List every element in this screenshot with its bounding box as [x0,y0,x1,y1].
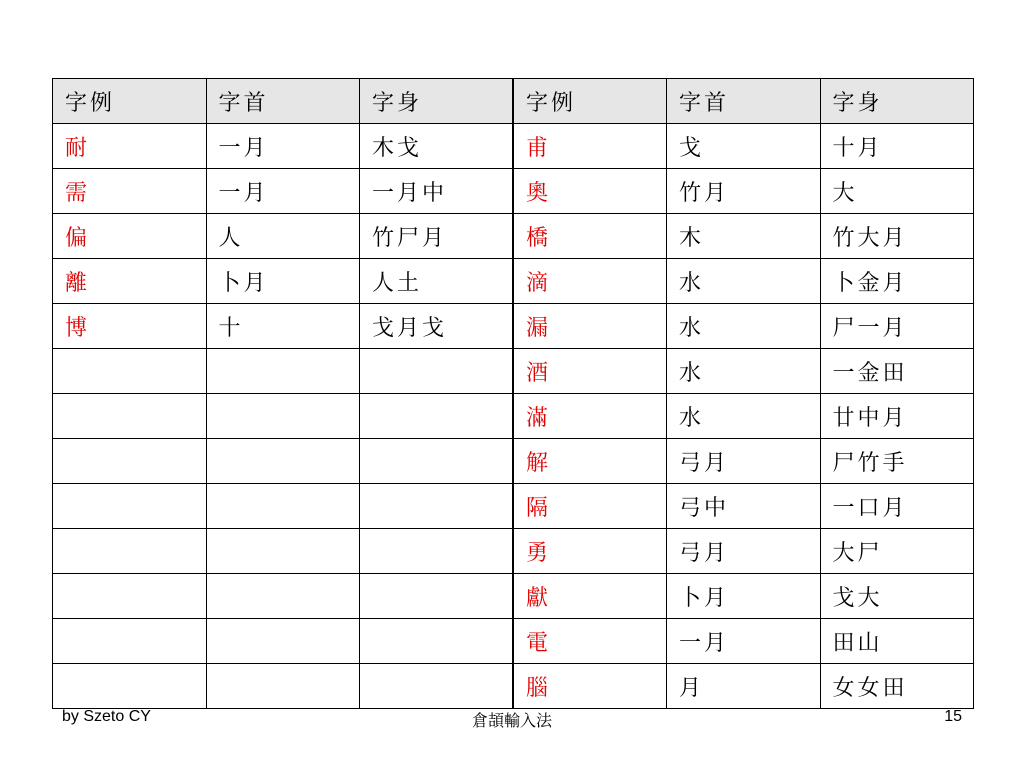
table-row [53,169,974,214]
cell-example-char: 酒 [513,349,667,394]
table-body [53,124,974,709]
cell-char-head: 一月 [206,169,360,214]
cell-char-body: 尸一月 [820,304,974,349]
header-row [53,79,974,124]
cell-char-head: 水 [667,394,821,439]
cell-char-head: 一月 [206,124,360,169]
cell-example-char: 解 [513,439,667,484]
cell-example-char [53,574,207,619]
cell-char-body [360,484,514,529]
table-row [53,439,974,484]
header-example-char: 字例 [513,79,667,124]
cell-example-char: 離 [53,259,207,304]
header-char-body: 字身 [360,79,514,124]
cell-char-body: 一金田 [820,349,974,394]
cell-char-body: 戈大 [820,574,974,619]
cell-char-body [360,439,514,484]
cell-example-char: 獻 [513,574,667,619]
cell-char-body: 大 [820,169,974,214]
cell-example-char [53,349,207,394]
cell-example-char: 耐 [53,124,207,169]
cell-char-body [360,529,514,574]
table-row [53,259,974,304]
header-example-char: 字例 [53,79,207,124]
cell-example-char [53,439,207,484]
cell-example-char: 甫 [513,124,667,169]
cell-char-head: 水 [667,259,821,304]
cell-example-char: 奧 [513,169,667,214]
table-row [53,619,974,664]
cell-char-head: 竹月 [667,169,821,214]
cell-char-head [206,529,360,574]
cell-example-char: 滿 [513,394,667,439]
cell-char-body [360,574,514,619]
cell-char-body: 木戈 [360,124,514,169]
cell-char-body: 田山 [820,619,974,664]
cell-char-body: 人土 [360,259,514,304]
cell-example-char: 勇 [513,529,667,574]
cell-char-head: 弓中 [667,484,821,529]
cell-char-body: 卜金月 [820,259,974,304]
cell-char-head: 戈 [667,124,821,169]
cell-char-head [206,664,360,709]
cell-char-head [206,394,360,439]
cell-char-head: 水 [667,304,821,349]
cell-example-char [53,664,207,709]
table-row [53,664,974,709]
cell-example-char [53,619,207,664]
header-char-head: 字首 [667,79,821,124]
table-row [53,349,974,394]
cell-char-body [360,349,514,394]
table-header [53,79,974,124]
cell-char-head [206,574,360,619]
cell-example-char: 橋 [513,214,667,259]
footer-author: by Szeto CY [62,708,151,725]
cell-char-head [206,439,360,484]
cell-char-head: 十 [206,304,360,349]
cell-example-char [53,394,207,439]
cell-example-char: 滴 [513,259,667,304]
cell-char-body: 女女田 [820,664,974,709]
header-char-body: 字身 [820,79,974,124]
cell-char-body: 廿中月 [820,394,974,439]
footer-title: 倉頡輸入法 [471,713,552,730]
table-row [53,529,974,574]
cell-char-head [206,619,360,664]
cell-char-head: 人 [206,214,360,259]
cell-char-body [360,394,514,439]
cell-char-head [206,349,360,394]
cell-char-head: 弓月 [667,439,821,484]
footer-page-number: 15 [944,708,962,725]
cell-char-head: 木 [667,214,821,259]
cell-char-body: 竹大月 [820,214,974,259]
cell-example-char [53,484,207,529]
cell-example-char: 需 [53,169,207,214]
cell-example-char: 電 [513,619,667,664]
table-row [53,124,974,169]
cell-example-char: 偏 [53,214,207,259]
cell-char-head: 卜月 [206,259,360,304]
cell-char-body: 十月 [820,124,974,169]
table-row [53,574,974,619]
cangjie-decomposition-table [52,78,974,709]
cell-example-char: 腦 [513,664,667,709]
table-row [53,304,974,349]
cell-char-body [360,664,514,709]
cell-char-body: 一口月 [820,484,974,529]
table-row [53,394,974,439]
cell-char-body: 尸竹手 [820,439,974,484]
cell-char-head: 卜月 [667,574,821,619]
header-char-head: 字首 [206,79,360,124]
table-row [53,484,974,529]
cell-example-char [53,529,207,574]
cell-char-head: 一月 [667,619,821,664]
cell-example-char: 隔 [513,484,667,529]
cell-char-head: 月 [667,664,821,709]
cell-example-char: 漏 [513,304,667,349]
cell-char-head: 弓月 [667,529,821,574]
cell-example-char: 博 [53,304,207,349]
cell-char-body: 竹尸月 [360,214,514,259]
cell-char-body: 大尸 [820,529,974,574]
cell-char-body [360,619,514,664]
table-row [53,214,974,259]
cell-char-head: 水 [667,349,821,394]
cell-char-head [206,484,360,529]
cell-char-body: 戈月戈 [360,304,514,349]
cell-char-body: 一月中 [360,169,514,214]
